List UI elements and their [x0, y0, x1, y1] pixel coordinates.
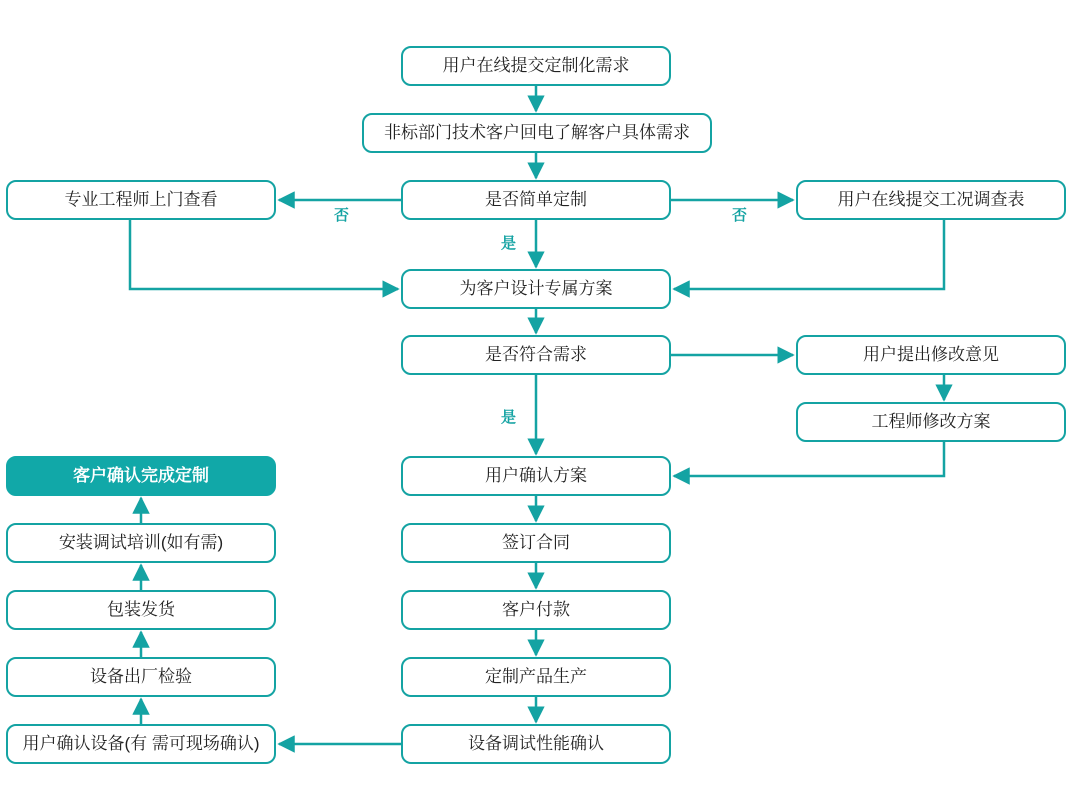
node-user-confirm-plan[interactable] — [401, 456, 671, 496]
node-label: 为客户设计专属方案 — [459, 278, 613, 298]
node-engineer-revise-plan[interactable] — [796, 402, 1066, 442]
node-label: 设备调试性能确认 — [468, 733, 604, 753]
node-label: 安装调试培训(如有需) — [58, 532, 224, 552]
node-commission-performance[interactable] — [401, 724, 671, 764]
edge-label-yes-meets: 是 — [501, 409, 517, 426]
node-label: 是否简单定制 — [485, 189, 587, 209]
node-label: 非标部门技术客户回电了解客户具体需求 — [384, 122, 690, 142]
node-label: 用户提出修改意见 — [863, 344, 999, 364]
node-sign-contract[interactable] — [401, 523, 671, 563]
edge-label-no-left: 否 — [334, 207, 350, 224]
node-label: 用户在线提交工况调查表 — [837, 189, 1025, 209]
node-meets-requirements[interactable] — [401, 335, 671, 375]
node-label: 工程师修改方案 — [871, 411, 991, 431]
node-label: 客户确认完成定制 — [73, 465, 209, 485]
node-submit-request[interactable] — [401, 46, 671, 86]
node-label: 签订合同 — [502, 532, 570, 552]
node-label: 用户在线提交定制化需求 — [442, 55, 630, 75]
node-customer-payment[interactable] — [401, 590, 671, 630]
node-user-revision-comments[interactable] — [796, 335, 1066, 375]
node-label: 客户付款 — [502, 599, 570, 619]
node-label: 定制产品生产 — [485, 666, 587, 686]
edge-label-yes-simple: 是 — [501, 235, 517, 252]
node-factory-inspection[interactable] — [6, 657, 276, 697]
node-label: 是否符合需求 — [485, 344, 587, 364]
node-label: 用户确认方案 — [485, 465, 587, 485]
node-design-solution[interactable] — [401, 269, 671, 309]
node-label: 用户确认设备(有 需可现场确认) — [22, 733, 260, 753]
node-user-confirm-equipment[interactable] — [6, 724, 276, 764]
node-is-simple-custom[interactable] — [401, 180, 671, 220]
edge-label-no-right: 否 — [732, 207, 748, 224]
node-submit-survey-form[interactable] — [796, 180, 1066, 220]
node-install-training[interactable] — [6, 523, 276, 563]
node-packaging-shipping[interactable] — [6, 590, 276, 630]
node-customization-complete[interactable] — [6, 456, 276, 496]
node-callback-requirements[interactable] — [362, 113, 712, 153]
node-custom-production[interactable] — [401, 657, 671, 697]
node-engineer-onsite[interactable] — [6, 180, 276, 220]
node-label: 设备出厂检验 — [90, 666, 192, 686]
node-label: 专业工程师上门查看 — [64, 189, 218, 209]
node-label: 包装发货 — [107, 599, 175, 619]
